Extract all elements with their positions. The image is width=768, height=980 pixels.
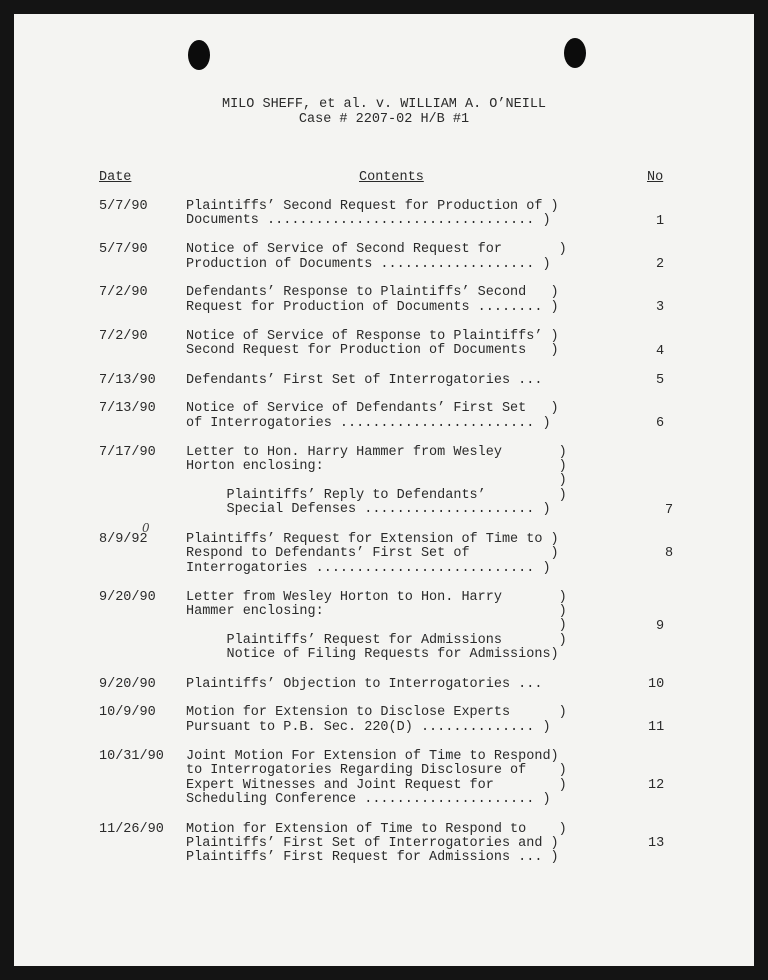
case-title: MILO SHEFF, et al. v. WILLIAM A. O’NEILL xyxy=(221,97,547,112)
entry-line: Plaintiffs’ Reply to Defendants’ ) xyxy=(186,488,567,503)
entry-line: Notice of Service of Response to Plaintiffs’ ) xyxy=(186,329,559,344)
case-number: Case # 2207-02 H/B #1 xyxy=(298,112,470,127)
entry-number: 13 xyxy=(648,836,665,851)
entry-number: 5 xyxy=(656,373,665,388)
entry-line: Joint Motion For Extension of Time to Respond) xyxy=(186,749,559,764)
entry-line: Letter from Wesley Horton to Hon. Harry ) xyxy=(186,590,567,605)
no-header: No xyxy=(647,170,664,185)
entry-line: Request for Production of Documents ........ ) xyxy=(186,300,559,315)
entry-line: Interrogatories ........................... ) xyxy=(186,561,551,576)
entry-line: Plaintiffs’ Second Request for Production of ) xyxy=(186,199,559,214)
entry-date: 7/17/90 xyxy=(99,445,156,460)
entry-line: Expert Witnesses and Joint Request for ) xyxy=(186,778,567,793)
entry-number: 6 xyxy=(656,416,665,431)
entry-line: to Interrogatories Regarding Disclosure of ) xyxy=(186,763,567,778)
entry-line: Plaintiffs’ Request for Extension of Time to ) xyxy=(186,532,559,547)
entry-line: Notice of Filing Requests for Admissions) xyxy=(186,647,559,662)
entry-line: Plaintiffs’ Request for Admissions ) xyxy=(186,633,567,648)
entry-line: Defendants’ Response to Plaintiffs’ Second ) xyxy=(186,285,559,300)
entry-date: 7/2/90 xyxy=(99,285,148,300)
entry-line: Motion for Extension to Disclose Experts ) xyxy=(186,705,567,720)
entry-line: Hammer enclosing: ) xyxy=(186,604,567,619)
entry-line: Notice of Service of Defendants’ First Set ) xyxy=(186,401,559,416)
entry-line: Documents ................................. ) xyxy=(186,213,551,228)
entry-line: Plaintiffs’ Objection to Interrogatories ... xyxy=(186,677,543,692)
entry-date: 7/13/90 xyxy=(99,373,156,388)
entry-line: Notice of Service of Second Request for ) xyxy=(186,242,567,257)
entry-date: 5/7/90 xyxy=(99,242,148,257)
entry-line: Production of Documents ................... ) xyxy=(186,257,551,272)
entry-line: of Interrogatories ........................ ) xyxy=(186,416,551,431)
entry-line: Pursuant to P.B. Sec. 220(D) .............. ) xyxy=(186,720,551,735)
entry-line: Horton enclosing: ) xyxy=(186,459,567,474)
entry-number: 1 xyxy=(656,214,665,229)
entry-number: 3 xyxy=(656,300,665,315)
entry-date: 11/26/90 xyxy=(99,822,164,837)
entry-line: Letter to Hon. Harry Hammer from Wesley ) xyxy=(186,445,567,460)
document-page xyxy=(14,14,754,966)
punch-hole-left xyxy=(188,40,210,70)
entry-line: Motion for Extension of Time to Respond to ) xyxy=(186,822,567,837)
handwritten-correction: 0 xyxy=(142,521,150,535)
entry-date: 10/9/90 xyxy=(99,705,156,720)
entry-date: 10/31/90 xyxy=(99,749,164,764)
entry-line: Special Defenses ..................... ) xyxy=(186,502,551,517)
entry-line: Plaintiffs’ First Request for Admissions ... ) xyxy=(186,850,559,865)
entry-date: 5/7/90 xyxy=(99,199,148,214)
entry-line: ) xyxy=(186,473,567,488)
entry-line: Respond to Defendants’ First Set of ) xyxy=(186,546,559,561)
punch-hole-right xyxy=(564,38,586,68)
entry-line: ) xyxy=(186,618,567,633)
entry-number: 12 xyxy=(648,778,665,793)
date-header: Date xyxy=(99,170,132,185)
entry-line: Defendants’ First Set of Interrogatories ... xyxy=(186,373,543,388)
entry-number: 7 xyxy=(665,503,674,518)
entry-number: 2 xyxy=(656,257,665,272)
entry-line: Scheduling Conference ..................... ) xyxy=(186,792,551,807)
entry-date: 8/9/92 xyxy=(99,532,148,547)
entry-number: 8 xyxy=(665,546,674,561)
entry-line: Plaintiffs’ First Set of Interrogatories and ) xyxy=(186,836,559,851)
entry-number: 10 xyxy=(648,677,665,692)
entry-line: Second Request for Production of Documents ) xyxy=(186,343,559,358)
entry-date: 9/20/90 xyxy=(99,590,156,605)
entry-date: 7/13/90 xyxy=(99,401,156,416)
entry-number: 9 xyxy=(656,619,665,634)
contents-header: Contents xyxy=(359,170,424,185)
entry-number: 11 xyxy=(648,720,665,735)
entry-date: 7/2/90 xyxy=(99,329,148,344)
entry-date: 9/20/90 xyxy=(99,677,156,692)
entry-number: 4 xyxy=(656,344,665,359)
